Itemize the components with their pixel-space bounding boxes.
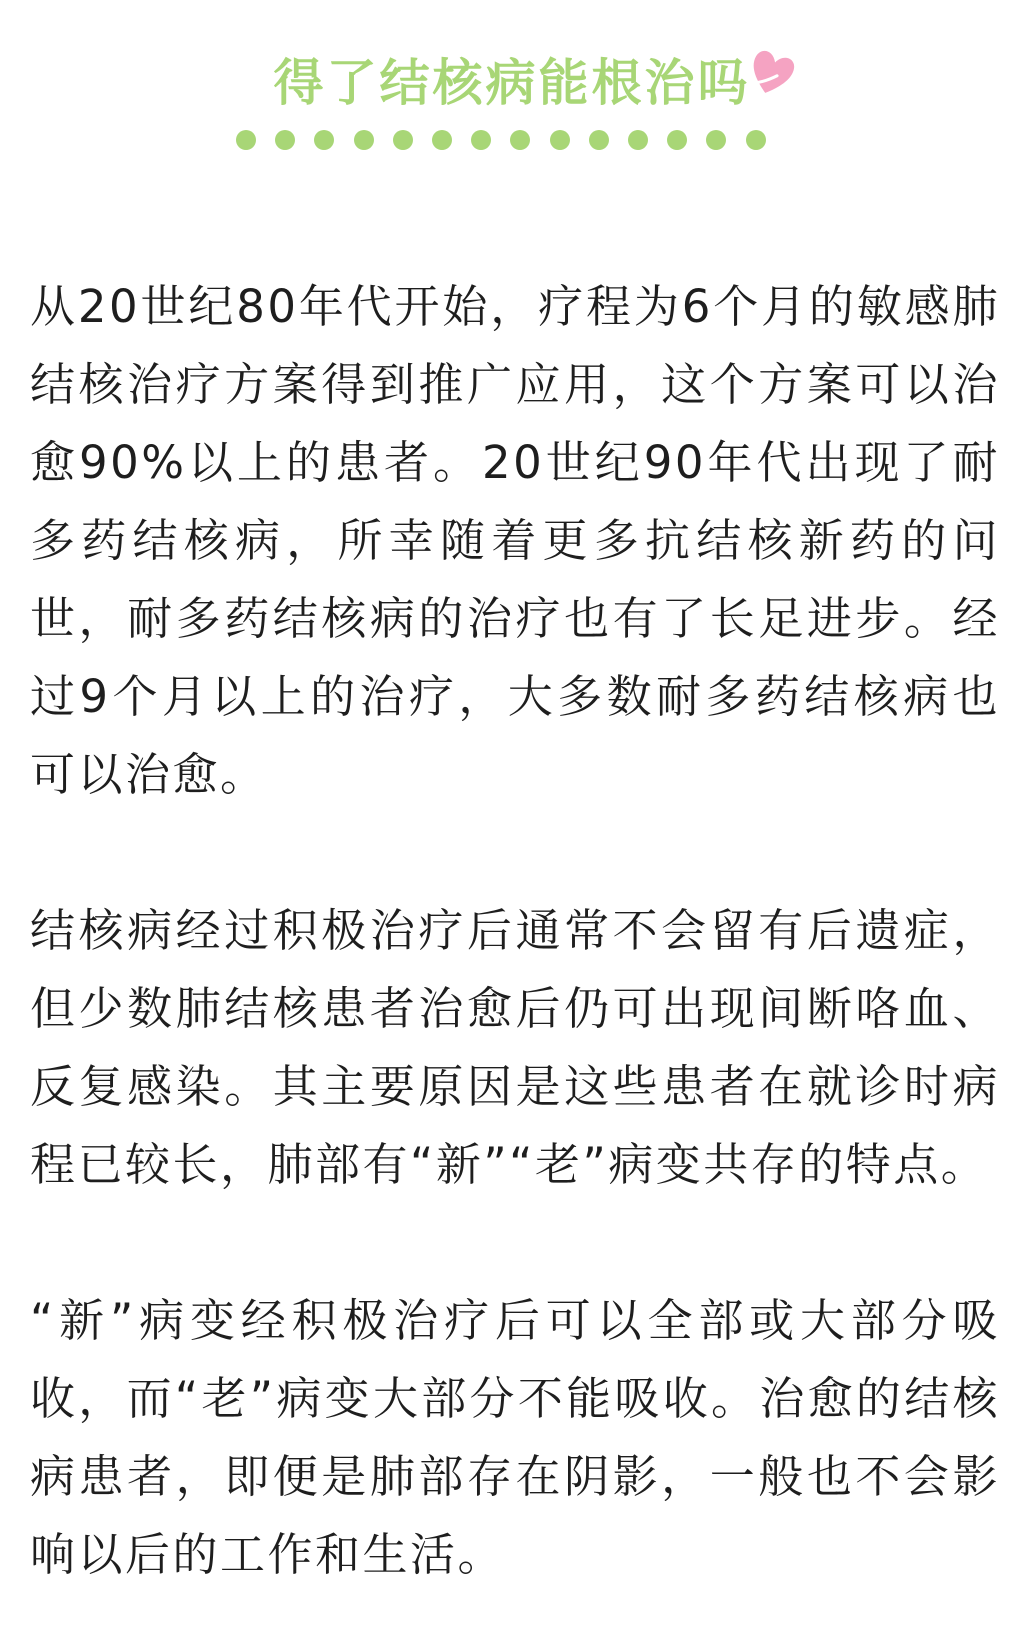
divider-dot [510, 130, 530, 150]
divider-dot [706, 130, 726, 150]
paragraph-3: “新”病变经积极治疗后可以全部或大部分吸收，而“老”病变大部分不能吸收。治愈的结核病患者，即便是肺部存在阴影，一般也不会影响以后的工作和生活。 [30, 1294, 1000, 1581]
divider-dot [393, 130, 413, 150]
divider-dot [236, 130, 256, 150]
article-title: 得了结核病能根治吗 [273, 54, 751, 112]
article-header [0, 40, 1024, 160]
divider-dot [471, 130, 491, 150]
divider-dot [275, 130, 295, 150]
divider-dot [354, 130, 374, 150]
article-body [30, 268, 1000, 1594]
heart-icon [748, 44, 796, 100]
divider-dot [550, 130, 570, 150]
divider-dot [589, 130, 609, 150]
divider-dot [314, 130, 334, 150]
divider-dot [432, 130, 452, 150]
divider-dot [628, 130, 648, 150]
divider-dot [667, 130, 687, 150]
dot-divider [0, 130, 1024, 154]
paragraph-2: 结核病经过积极治疗后通常不会留有后遗症，但少数肺结核患者治愈后仍可出现间断咯血、反复感染。其主要原因是这些患者在就诊时病程已较长，肺部有“新”“老”病变共存的特点。 [30, 904, 1000, 1191]
paragraph-1: 从20世纪80年代开始，疗程为6个月的敏感肺结核治疗方案得到推广应用，这个方案可以治愈90%以上的患者。20世纪90年代出现了耐多药结核病，所幸随着更多抗结核新药的问世，耐多药结核病的治疗也有了长足进步。经过9个月以上的治疗，大多数耐多药结核病也可以治愈。 [30, 280, 1000, 801]
divider-dot [746, 130, 766, 150]
